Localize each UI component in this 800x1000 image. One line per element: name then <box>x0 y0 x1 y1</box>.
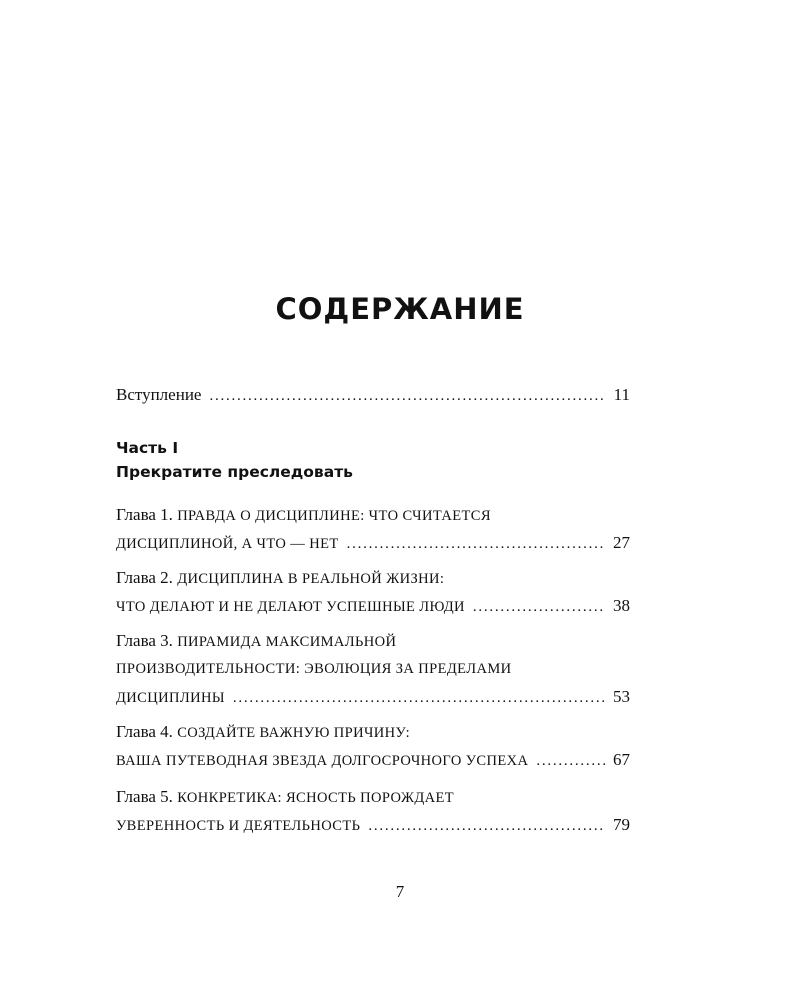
toc-page-number: 11 <box>613 385 630 404</box>
chapter-title-line: ПИРАМИДА МАКСИМАЛЬНОЙ <box>177 634 397 650</box>
chapter-prefix: Глава 5. <box>116 787 173 806</box>
toc-entry-chapter-1[interactable] <box>116 501 630 529</box>
chapter-prefix: Глава 1. <box>116 505 173 524</box>
toc-entry-chapter-3[interactable] <box>116 627 630 655</box>
dot-leader <box>347 530 605 558</box>
chapter-prefix: Глава 3. <box>116 631 173 650</box>
toc-entry-chapter-5[interactable] <box>116 783 630 811</box>
toc-entry-chapter-1-cont[interactable] <box>116 529 630 557</box>
dot-leader <box>473 593 605 621</box>
toc-entry-chapter-2[interactable] <box>116 564 630 592</box>
chapter-title-line: ПРАВДА О ДИСЦИПЛИНЕ: ЧТО СЧИТАЕТСЯ <box>177 508 491 524</box>
toc-page-number: 67 <box>613 750 630 769</box>
chapter-title-line: ЧТО ДЕЛАЮТ И НЕ ДЕЛАЮТ УСПЕШНЫЕ ЛЮДИ <box>116 599 465 615</box>
part-title: Прекратите преследовать <box>116 463 353 481</box>
chapter-title-line: УВЕРЕННОСТЬ И ДЕЯТЕЛЬНОСТЬ <box>116 818 361 834</box>
page-title: СОДЕРЖАНИЕ <box>275 292 525 326</box>
toc-page-number: 79 <box>613 815 630 834</box>
toc-page-number: 53 <box>613 687 630 706</box>
toc-page-number: 27 <box>613 533 630 552</box>
chapter-title-line: ДИСЦИПЛИНА В РЕАЛЬНОЙ ЖИЗНИ: <box>177 571 445 587</box>
chapter-title-line: ПРОИЗВОДИТЕЛЬНОСТИ: ЭВОЛЮЦИЯ ЗА ПРЕДЕЛАМИ <box>116 661 512 677</box>
chapter-title-line: ДИСЦИПЛИНОЙ, А ЧТО — НЕТ <box>116 536 339 552</box>
toc-page-number: 38 <box>613 596 630 615</box>
toc-entry-chapter-3-cont[interactable] <box>116 655 630 683</box>
chapter-title-line: ДИСЦИПЛИНЫ <box>116 690 225 706</box>
chapter-prefix: Глава 2. <box>116 568 173 587</box>
dot-leader <box>536 747 605 775</box>
chapter-prefix: Глава 4. <box>116 722 173 741</box>
chapter-title-line: ВАША ПУТЕВОДНАЯ ЗВЕЗДА ДОЛГОСРОЧНОГО УСПЕХА <box>116 753 529 769</box>
page-number: 7 <box>395 882 405 901</box>
chapter-title-line: КОНКРЕТИКА: ЯСНОСТЬ ПОРОЖДАЕТ <box>177 790 455 806</box>
toc-entry-chapter-3-cont2[interactable] <box>116 683 630 711</box>
toc-entry-intro[interactable] <box>116 381 630 409</box>
chapter-title-line: СОЗДАЙТЕ ВАЖНУЮ ПРИЧИНУ: <box>177 725 411 741</box>
toc-entry-label: Вступление <box>116 385 202 404</box>
dot-leader <box>233 684 605 712</box>
part-number: Часть I <box>116 439 179 457</box>
toc-entry-chapter-2-cont[interactable] <box>116 592 630 620</box>
toc-entry-chapter-4-cont[interactable] <box>116 746 630 774</box>
toc-entry-chapter-4[interactable] <box>116 718 630 746</box>
dot-leader <box>209 382 605 410</box>
toc-entry-chapter-5-cont[interactable] <box>116 811 630 839</box>
dot-leader <box>368 812 605 840</box>
